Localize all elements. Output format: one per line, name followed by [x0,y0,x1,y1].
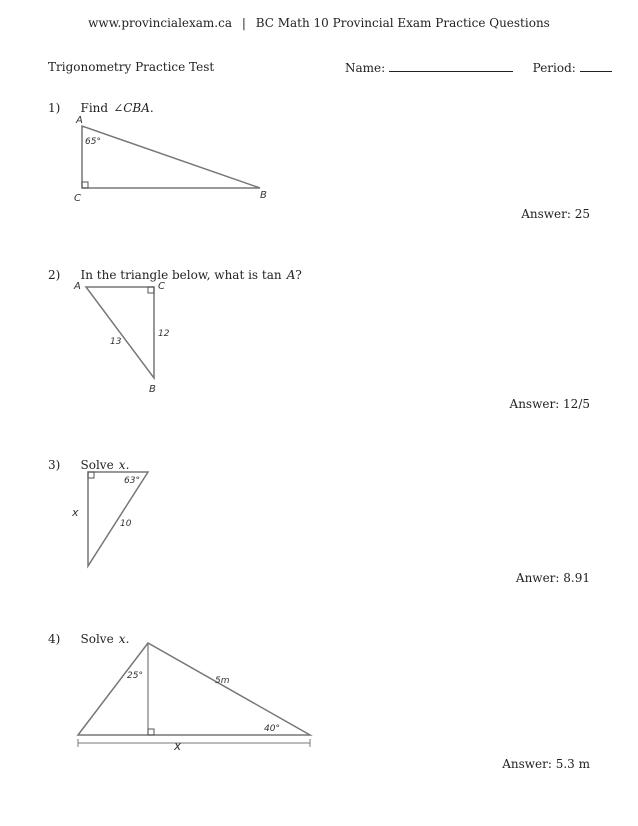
question-number: 1) [48,101,61,115]
side-x-label: x [72,506,79,519]
question-1: 1) Find ∠CBA. [48,101,154,115]
header-subtitle: BC Math 10 Provincial Exam Practice Questions [255,16,550,30]
question-number: 3) [48,458,61,472]
right-angle-label: 40° [264,724,280,734]
label-B: B [149,384,156,395]
answer-4: Answer: 5.3 m [502,757,590,771]
question-3: 3) Solve x. [48,458,130,472]
hypotenuse-label: 10 [120,519,132,529]
name-label: Name: [345,61,386,75]
test-title: Trigonometry Practice Test [48,60,215,74]
label-C: C [158,281,165,292]
triangle-figure-1 [60,108,300,208]
angle-label: 65° [85,137,101,147]
triangle-figure-4 [70,640,320,755]
hypotenuse-label: 13 [110,337,122,347]
question-text: In the triangle below, what is tan [80,268,282,282]
side-label: 12 [158,329,170,339]
question-text: Find [80,101,109,115]
name-blank [389,60,513,72]
label-A: A [74,281,81,292]
question-math: x [118,458,126,472]
header-separator: | [241,16,246,30]
angle-label: 63° [124,476,140,486]
label-C: C [74,193,81,204]
question-number: 2) [48,268,61,282]
period-label: Period: [532,61,576,75]
question-math: A [286,268,296,282]
triangle-figure-3 [64,466,174,574]
answer-1: Answer: 25 [521,207,590,221]
base-x-label: x [174,739,182,753]
triangle-figure-2 [66,278,186,398]
period-blank [580,60,612,72]
hypotenuse-label: 5m [215,676,230,686]
name-period-line [345,60,612,75]
answer-2: Answer: 12/5 [509,397,590,411]
question-text: Solve [80,632,114,646]
question-math: x [118,632,126,646]
answer-3: Anwer: 8.91 [515,571,590,585]
question-2: 2) In the triangle below, what is tan A? [48,268,302,282]
top-angle-label: 25° [127,671,143,681]
site-url[interactable]: www.provincialexam.ca [88,16,232,30]
question-number: 4) [48,632,61,646]
question-math: ∠CBA [113,101,150,115]
question-text: Solve [80,458,114,472]
page-header [0,16,638,30]
question-4: 4) Solve x. [48,632,130,646]
label-A: A [76,115,83,126]
label-B: B [260,190,267,201]
